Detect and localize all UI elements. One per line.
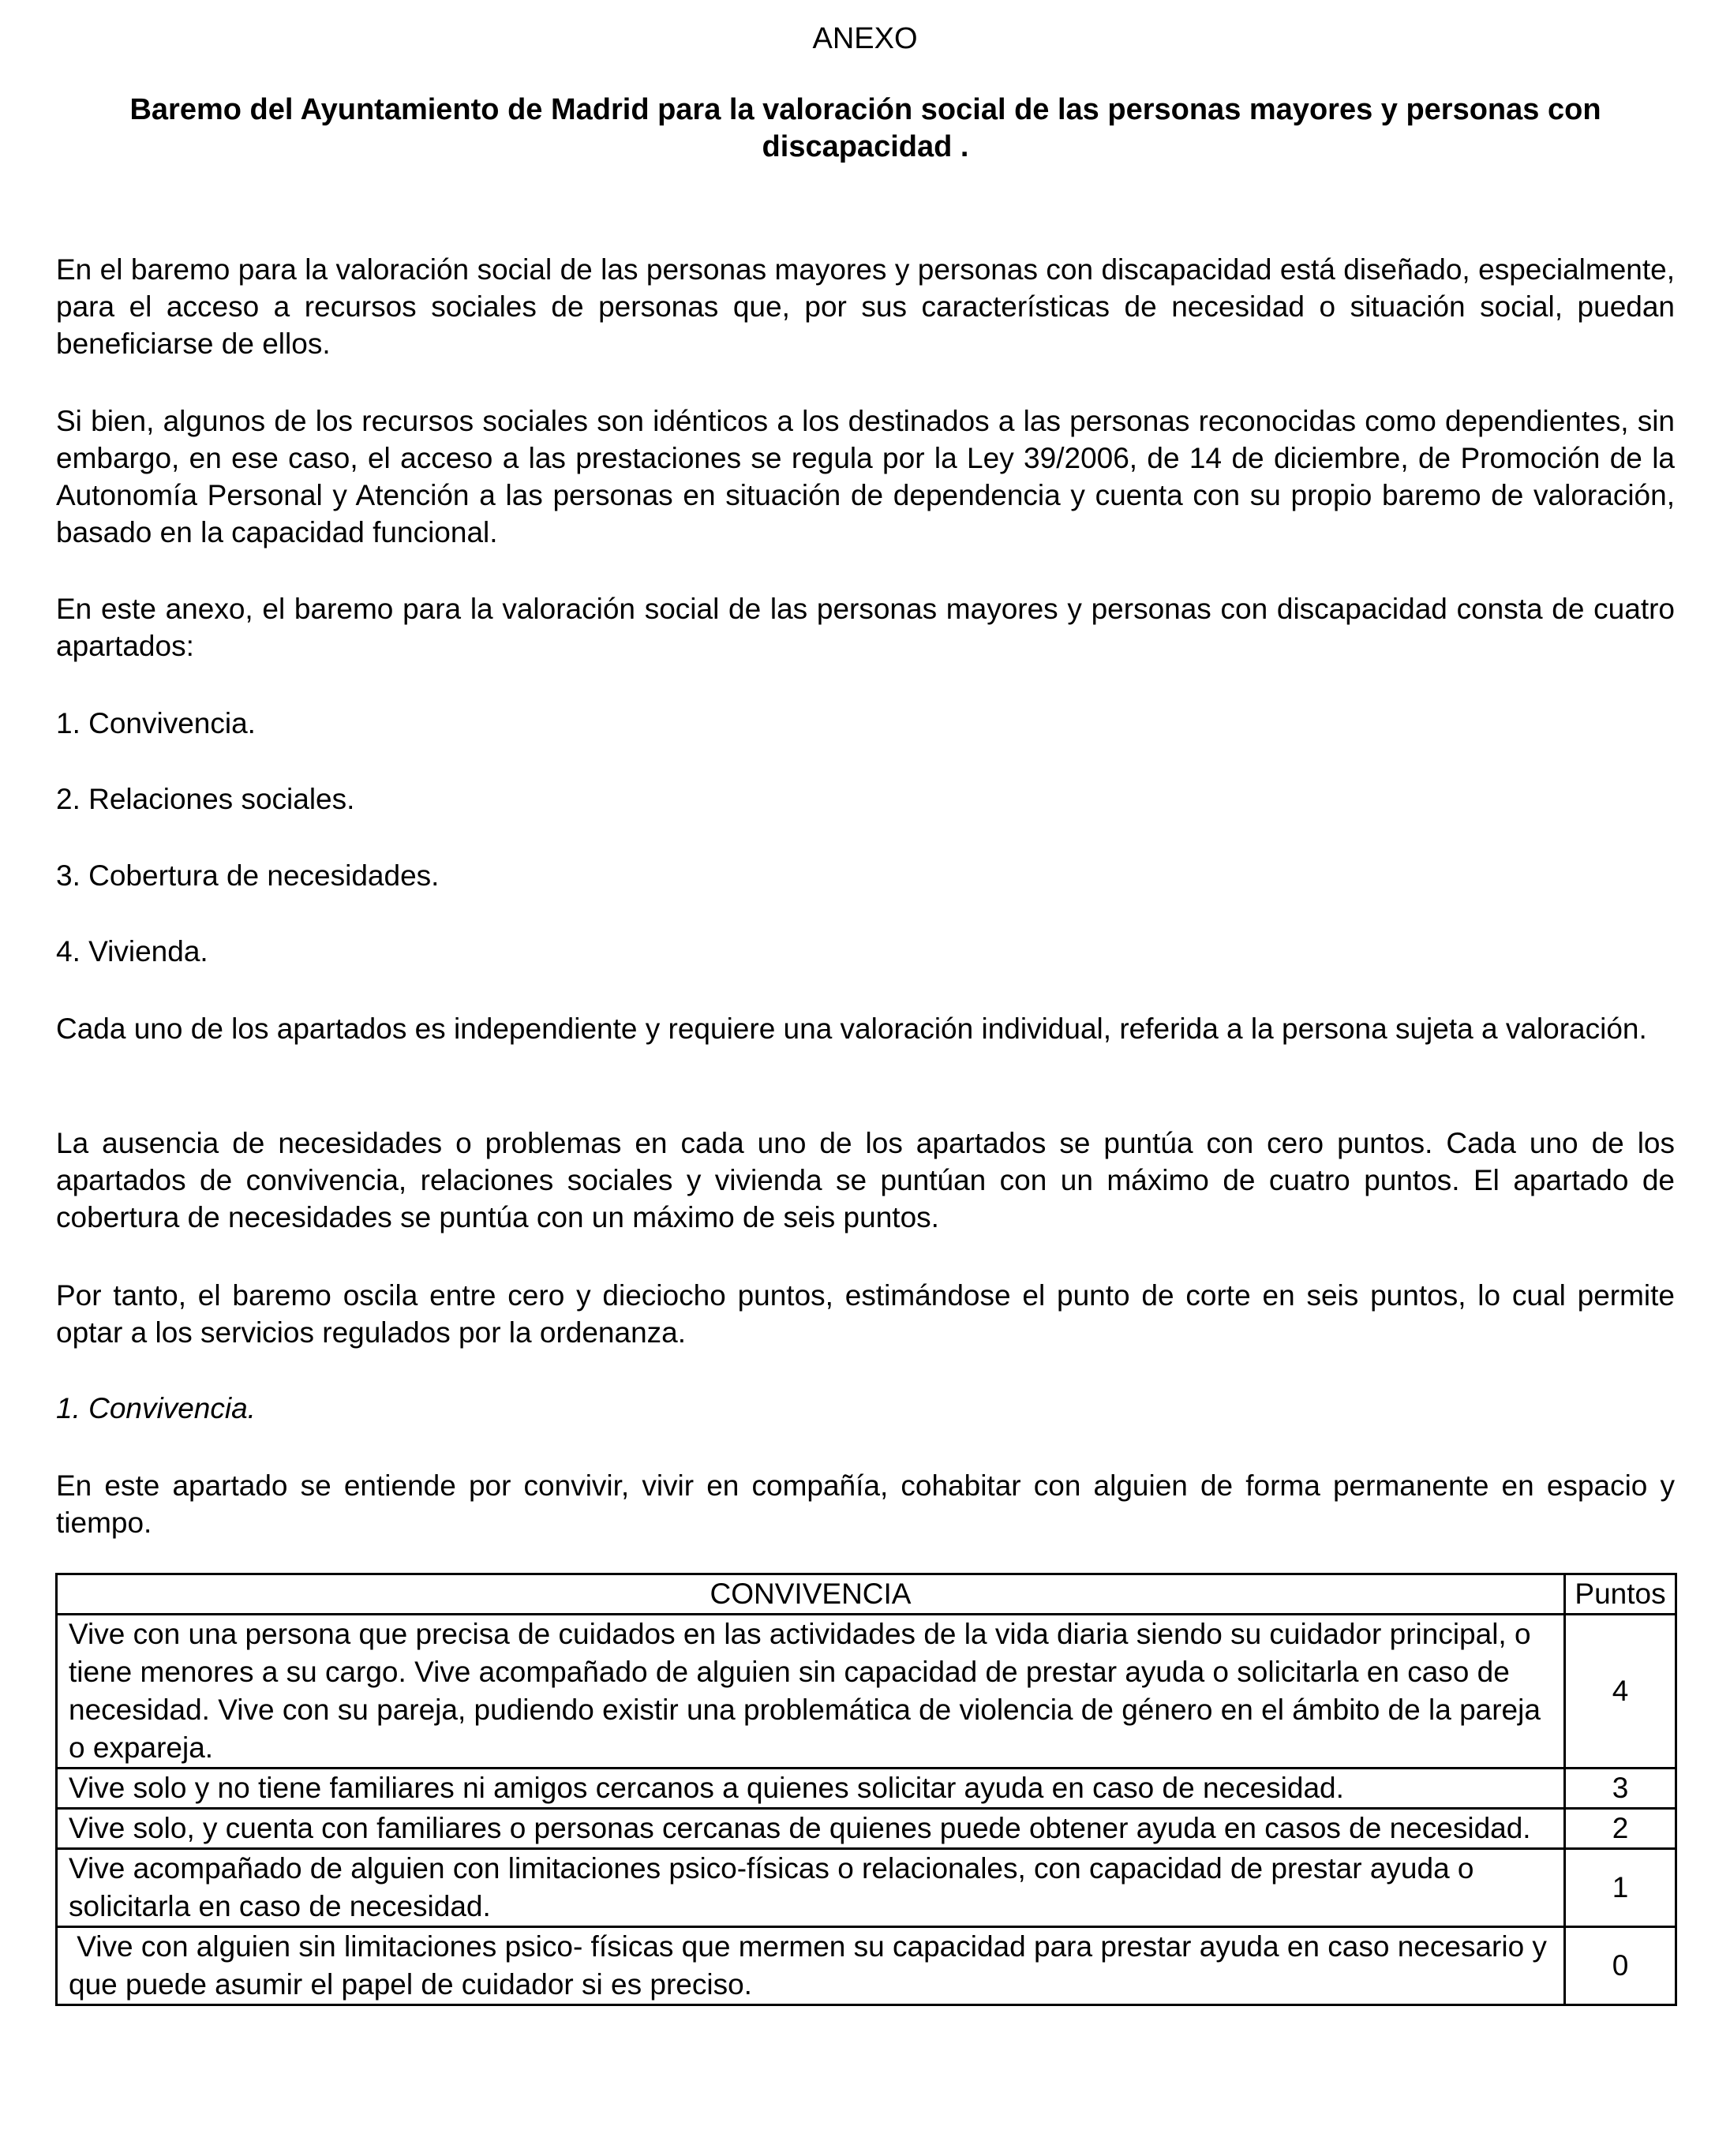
sections-intro-paragraph: En este anexo, el baremo para la valoración social de las personas mayores y personas con discapacidad consta de cuatro apartados: [56, 593, 1675, 662]
section-heading: 1. Convivencia. [56, 1392, 256, 1424]
convivencia-definition-paragraph: En este apartado se entiende por convivir, vivir en compañía, cohabitar con alguien de forma permanente en espacio y tiempo. [56, 1469, 1675, 1539]
row-description: Vive solo y no tiene familiares ni amigos cercanos a quienes solicitar ayuda en caso de necesidad. [57, 1769, 1565, 1809]
dependency-law-paragraph: Si bien, algunos de los recursos sociales son idénticos a los destinados a las personas reconocidas como dependientes, sin embargo, en ese caso, el acceso a las prestaciones se regula por la Ley 39/2006, de 14 de diciembre, de Promoción de la Autonomía Personal y Atención a las personas en situación de dependencia y cuenta con su propio baremo de valoración, basado en la capacidad funcional. [56, 405, 1675, 548]
sections-list-item: 3. Cobertura de necesidades. [56, 859, 440, 892]
sections-list-item: 4. Vivienda. [56, 935, 208, 968]
scoring-paragraph: La ausencia de necesidades o problemas en cada uno de los apartados se puntúa con cero puntos. Cada uno de los apartados de convivencia, relaciones sociales y vivienda se puntúan con un máximo de cuatro puntos. El apartado de cobertura de necesidades se puntúa con un máximo de seis puntos. [56, 1127, 1675, 1233]
row-description: Vive acompañado de alguien con limitaciones psico-físicas o relacionales, con capacidad de prestar ayuda o solicitarla en caso de necesidad. [57, 1849, 1565, 1927]
row-points: 2 [1565, 1809, 1676, 1849]
row-description: Vive con una persona que precisa de cuidados en las actividades de la vida diaria siendo su cuidador principal, o tiene menores a su cargo. Vive acompañado de alguien sin capacidad de prestar ayuda o solicitarla en caso de necesidad. Vive con su pareja, pudiendo existir una problemática de violencia de género en el ámbito de la pareja o expareja. [57, 1615, 1565, 1769]
row-description: Vive solo, y cuenta con familiares o personas cercanas de quienes puede obtener ayuda en casos de necesidad. [57, 1809, 1565, 1849]
row-points: 0 [1565, 1927, 1676, 2005]
sections-list-item: 2. Relaciones sociales. [56, 783, 355, 815]
row-description: Vive con alguien sin limitaciones psico- físicas que mermen su capacidad para prestar ayuda en caso necesario y que puede asumir el papel de cuidador si es preciso. [57, 1927, 1565, 2005]
row-points: 1 [1565, 1849, 1676, 1927]
sections-list-item: 1. Convivencia. [56, 707, 256, 739]
row-points: 3 [1565, 1769, 1676, 1809]
table-header-category: CONVIVENCIA [57, 1574, 1565, 1615]
table-row [57, 1809, 1676, 1849]
annex-label: ANEXO [812, 22, 918, 55]
table-row [57, 1927, 1676, 2005]
table-header-points: Puntos [1565, 1574, 1676, 1615]
independence-paragraph: Cada uno de los apartados es independiente y requiere una valoración individual, referida a la persona sujeta a valoración. [56, 1012, 1647, 1045]
table-row [57, 1769, 1676, 1809]
convivencia-score-table [55, 1573, 1677, 2006]
document-title: Baremo del Ayuntamiento de Madrid para la valoración social de las personas mayores y personas con discapacidad . [129, 93, 1601, 163]
table-header-row [57, 1574, 1676, 1615]
cutoff-paragraph: Por tanto, el baremo oscila entre cero y dieciocho puntos, estimándose el punto de corte en seis puntos, lo cual permite optar a los servicios regulados por la ordenanza. [56, 1279, 1675, 1349]
intro-paragraph: En el baremo para la valoración social de las personas mayores y personas con discapacidad está diseñado, especialmente, para el acceso a recursos sociales de personas que, por sus características de necesidad o situación social, puedan beneficiarse de ellos. [56, 253, 1675, 360]
row-points: 4 [1565, 1615, 1676, 1769]
table-row [57, 1615, 1676, 1769]
table-row [57, 1849, 1676, 1927]
